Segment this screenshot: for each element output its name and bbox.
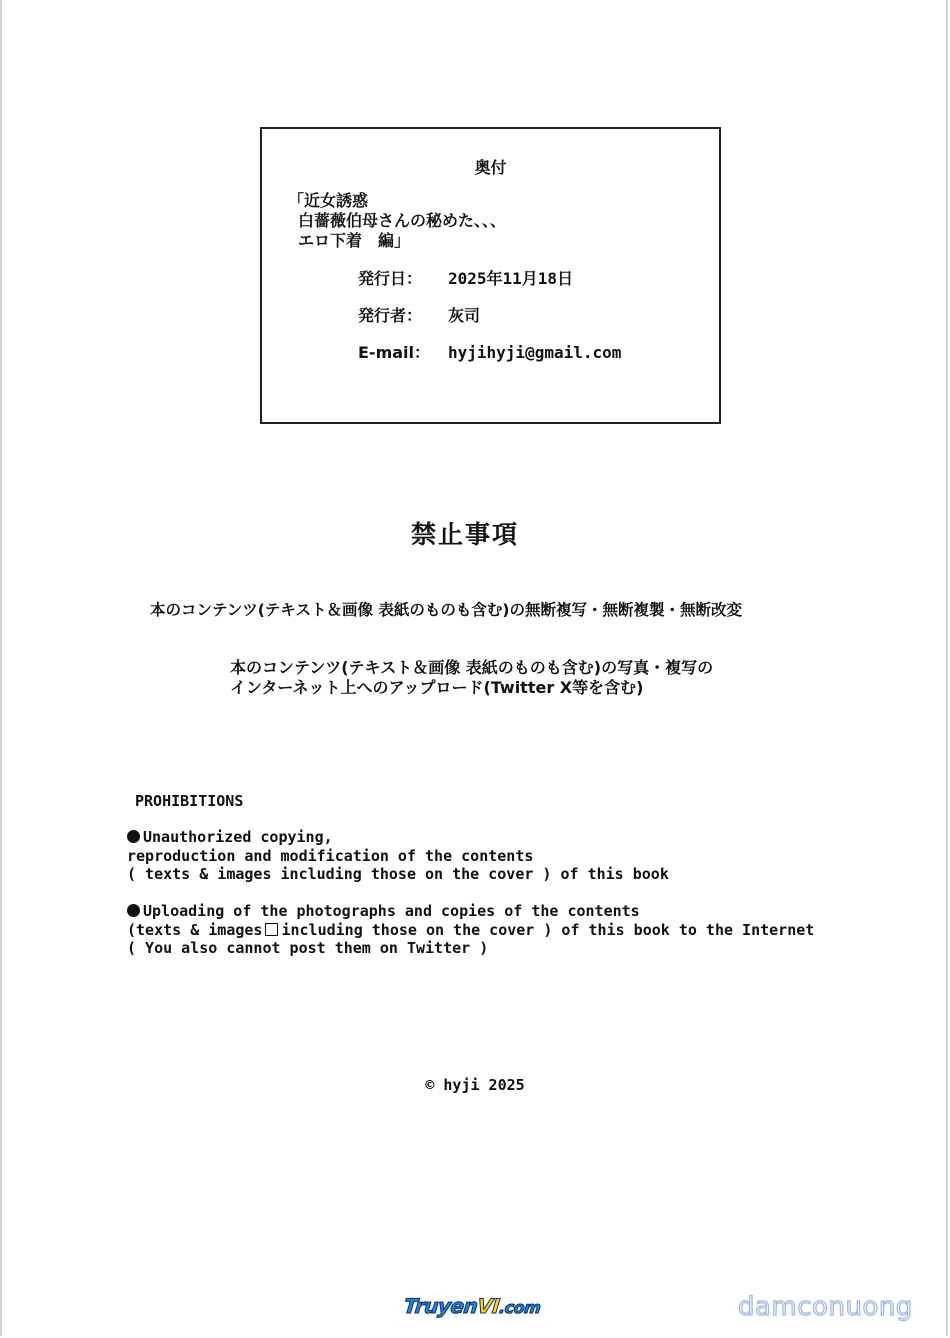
book-title (288, 191, 506, 251)
bullet-icon (127, 830, 140, 843)
prohibition-jp-item-1: 本のコンテンツ(テキスト＆画像 表紙のものも含む)の無断複写・無断複製・無断改変 (150, 601, 742, 619)
logo-part-3: .com (498, 1298, 542, 1317)
colophon-box (260, 127, 721, 424)
book-title-line-1: 「近女誘惑 (288, 191, 369, 210)
email-row (358, 340, 621, 363)
prohibition-en-item-1-line-3: ( texts & images including those on the cover ) of this book (127, 865, 669, 883)
colophon-title: 奥付 (474, 158, 507, 177)
book-title-line-2: 白薔薇伯母さんの秘めた、、、 (298, 211, 507, 230)
publisher-value: 灰司 (448, 306, 481, 325)
bullet-icon (127, 904, 140, 917)
truyenvi-logo (403, 1294, 542, 1318)
prohibition-en-item-2-line-1: Uploading of the photographs and copies of the contents (143, 902, 640, 920)
prohibition-en-item-1 (127, 828, 669, 884)
prohibition-jp-item-2 (230, 658, 713, 698)
publish-date-row (358, 266, 573, 289)
empty-box-icon (265, 923, 278, 936)
damconuong-watermark: damconuong (738, 1292, 913, 1322)
publish-date-label: 発行日： (358, 269, 423, 288)
copyright-notice: © hyji 2025 (425, 1076, 525, 1094)
prohibition-en-item-2-line-3: ( You also cannot post them on Twitter ) (127, 939, 489, 957)
prohibition-en-item-1-line-1: Unauthorized copying, (143, 828, 333, 846)
prohibitions-jp-heading: 禁止事項 (410, 520, 519, 549)
email-value: hyjihyji@gmail.com (448, 343, 622, 362)
prohibition-en-item-2 (127, 902, 814, 958)
prohibition-en-item-1-line-2: reproduction and modification of the contents (127, 846, 534, 865)
publisher-label: 発行者： (358, 306, 423, 325)
publisher-row (358, 303, 480, 326)
prohibition-en-item-2-line-2b: including those on the cover ) of this book to the Internet (281, 920, 815, 939)
prohibition-jp-item-2-line-2: インターネット上へのアップロード(Twitter X等を含む) (230, 678, 644, 697)
prohibition-jp-item-2-line-1: 本のコンテンツ(テキスト＆画像 表紙のものも含む)の写真・複写の (230, 658, 714, 677)
book-title-line-3: エロ下着 編」 (298, 231, 411, 250)
logo-part-2: VI (476, 1294, 501, 1318)
email-label: E-mail： (358, 343, 431, 362)
prohibitions-en-heading: PROHIBITIONS (135, 792, 244, 810)
prohibition-en-item-2-line-2a: (texts & images (127, 920, 263, 939)
logo-part-1: Truyen (402, 1294, 479, 1318)
publish-date-value: 2025年11月18日 (448, 269, 574, 288)
